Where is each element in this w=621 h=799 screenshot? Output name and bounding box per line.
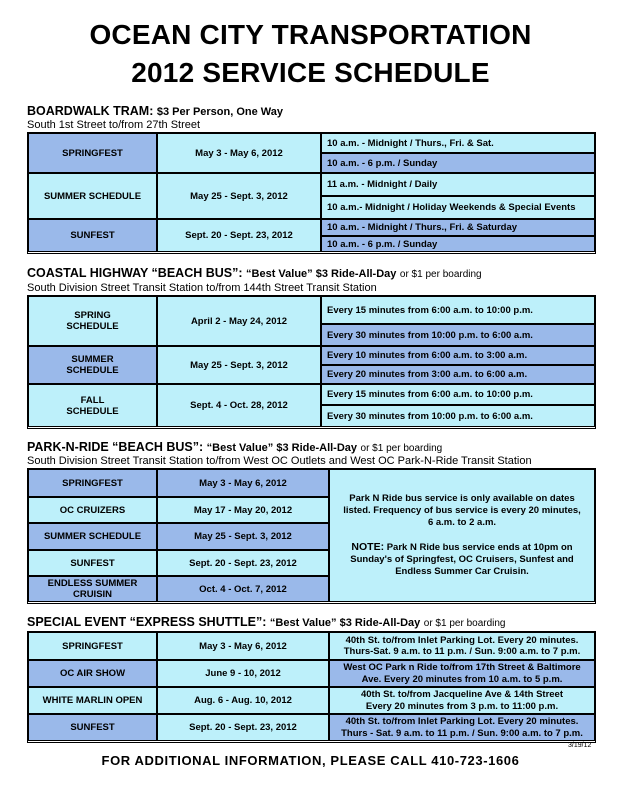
coastal-route: South Division Street Transit Station to/from 144th Street Transit Station: [27, 282, 377, 294]
express-row-details: [329, 687, 595, 714]
parknride-table: [27, 468, 596, 604]
coastal-row-time: Every 30 minutes from 10:00 p.m. to 6:00 a.m.: [321, 405, 595, 427]
express-row-name: SUNFEST: [28, 714, 157, 741]
parknride-row-name: SUMMER SCHEDULE: [28, 523, 157, 550]
boardwalk-row-time: 10 a.m. - 6 p.m. / Sunday: [321, 153, 595, 173]
express-row-dates: Aug. 6 - Aug. 10, 2012: [157, 687, 329, 714]
express-row-dates: June 9 - 10, 2012: [157, 660, 329, 687]
coastal-heading: [27, 266, 482, 280]
express-row-details: [329, 714, 595, 741]
express-row-details: [329, 660, 595, 687]
boardwalk-row-time: 11 a.m. - Midnight / Daily: [321, 173, 595, 196]
express-row-dates: May 3 - May 6, 2012: [157, 632, 329, 660]
parknride-note-sunday: NOTE: Park N Ride bus service ends at 10pm on Sunday's of Springfest, OC Cruisers, Sunfest and Endless Summer Car Cruisin.: [350, 541, 574, 577]
boardwalk-row-time: 10 a.m. - Midnight / Thurs., Fri. & Sat.: [321, 133, 595, 153]
express-detail-line: Ave. Every 20 minutes from 10 a.m. to 5 p.m.: [361, 673, 563, 685]
parknride-row-name: OC CRUIZERS: [28, 497, 157, 523]
parknride-or: or $1 per boarding: [360, 443, 443, 454]
coastal-value: “Best Value” $3 Ride-All-Day: [246, 268, 397, 280]
express-table: [27, 631, 596, 743]
express-or: or $1 per boarding: [423, 618, 506, 629]
parknride-row-dates: Sept. 20 - Sept. 23, 2012: [157, 550, 329, 576]
express-detail-line: 40th St. to/from Inlet Parking Lot. Every 20 minutes.: [345, 634, 579, 646]
title-line-1: OCEAN CITY TRANSPORTATION: [89, 19, 532, 50]
parknride-row-name: SPRINGFEST: [28, 469, 157, 497]
boardwalk-table: [27, 132, 596, 254]
date-stamp: 3/19/12: [568, 742, 592, 749]
coastal-row-time: Every 15 minutes from 6:00 a.m. to 10:00 p.m.: [321, 296, 595, 324]
coastal-row-time: Every 10 minutes from 6:00 a.m. to 3:00 a.m.: [321, 346, 595, 365]
express-value: “Best Value” $3 Ride-All-Day: [269, 617, 421, 629]
boardwalk-row-time: 10 a.m.- Midnight / Holiday Weekends & Special Events: [321, 196, 595, 219]
boardwalk-name: BOARDWALK TRAM:: [27, 104, 154, 118]
coastal-or: or $1 per boarding: [399, 269, 482, 280]
express-row-name: OC AIR SHOW: [28, 660, 157, 687]
boardwalk-row-time: 10 a.m. - 6 p.m. / Sunday: [321, 236, 595, 252]
boardwalk-route: South 1st Street to/from 27th Street: [27, 119, 201, 131]
express-name: SPECIAL EVENT “EXPRESS SHUTTLE”:: [27, 615, 267, 629]
title-line-2: 2012 SERVICE SCHEDULE: [131, 57, 490, 88]
parknride-heading: [27, 440, 442, 454]
express-detail-line: West OC Park n Ride to/from 17th Street & Baltimore: [343, 662, 581, 673]
coastal-row-time: Every 20 minutes from 3:00 a.m. to 6:00 a.m.: [321, 365, 595, 384]
boardwalk-row-time: 10 a.m. - Midnight / Thurs., Fri. & Saturday: [321, 219, 595, 236]
parknride-row-name: ENDLESS SUMMER CRUISIN: [28, 576, 157, 602]
coastal-name: COASTAL HIGHWAY “BEACH BUS”:: [27, 266, 243, 280]
boardwalk-row-dates: May 3 - May 6, 2012: [157, 133, 321, 173]
express-detail-line: Every 20 minutes from 3 p.m. to 11:00 p.m.: [365, 700, 559, 712]
coastal-row-name: SUMMER SCHEDULE: [28, 346, 157, 384]
coastal-row-dates: April 2 - May 24, 2012: [157, 296, 321, 346]
coastal-row-dates: Sept. 4 - Oct. 28, 2012: [157, 384, 321, 427]
parknride-row-dates: May 17 - May 20, 2012: [157, 497, 329, 523]
parknride-row-name: SUNFEST: [28, 550, 157, 576]
coastal-row-time: Every 30 minutes from 10:00 p.m. to 6:00 a.m.: [321, 324, 595, 346]
footer-contact: FOR ADDITIONAL INFORMATION, PLEASE CALL 410-723-1606: [101, 753, 520, 768]
note-label: NOTE:: [351, 541, 385, 553]
parknride-value: “Best Value” $3 Ride-All-Day: [206, 442, 358, 454]
coastal-table: [27, 295, 596, 429]
boardwalk-row-name: SPRINGFEST: [28, 133, 157, 173]
coastal-row-dates: May 25 - Sept. 3, 2012: [157, 346, 321, 384]
express-detail-line: Thurs-Sat. 9 a.m. to 11 p.m. / Sun. 9:00 a.m. to 7 p.m.: [343, 646, 581, 657]
parknride-row-dates: May 25 - Sept. 3, 2012: [157, 523, 329, 550]
express-detail-line: 40th St. to/from Inlet Parking Lot. Every 20 minutes.: [345, 716, 579, 727]
coastal-row-name: FALL SCHEDULE: [28, 384, 157, 427]
express-detail-line: 40th St. to/from Jacqueline Ave & 14th Street: [360, 689, 563, 700]
parknride-note-frequency: Park N Ride bus service is only available on dates listed. Frequency of bus service is every 20 minutes, 6 a.m. to 2 a.m.: [343, 493, 581, 528]
parknride-row-dates: May 3 - May 6, 2012: [157, 469, 329, 497]
express-heading: [27, 615, 506, 629]
boardwalk-row-dates: May 25 - Sept. 3, 2012: [157, 173, 321, 219]
parknride-route: South Division Street Transit Station to/from West OC Outlets and West OC Park-N-Ride Transit Station: [27, 455, 532, 467]
boardwalk-row-name: SUNFEST: [28, 219, 157, 252]
coastal-row-time: Every 15 minutes from 6:00 a.m. to 10:00 p.m.: [321, 384, 595, 405]
parknride-row-dates: Oct. 4 - Oct. 7, 2012: [157, 576, 329, 602]
express-row-details: [329, 632, 595, 660]
express-row-name: WHITE MARLIN OPEN: [28, 687, 157, 714]
parknride-note: [329, 469, 595, 602]
coastal-row-name: SPRING SCHEDULE: [28, 296, 157, 346]
express-row-name: SPRINGFEST: [28, 632, 157, 660]
parknride-name: PARK-N-RIDE “BEACH BUS”:: [27, 440, 204, 454]
boardwalk-price: $3 Per Person, One Way: [156, 106, 284, 118]
express-row-dates: Sept. 20 - Sept. 23, 2012: [157, 714, 329, 741]
boardwalk-row-name: SUMMER SCHEDULE: [28, 173, 157, 219]
boardwalk-row-dates: Sept. 20 - Sept. 23, 2012: [157, 219, 321, 252]
express-detail-line: Thurs - Sat. 9 a.m. to 11 p.m. / Sun. 9:00 a.m. to 7 p.m.: [341, 727, 583, 739]
boardwalk-heading: [27, 104, 283, 118]
